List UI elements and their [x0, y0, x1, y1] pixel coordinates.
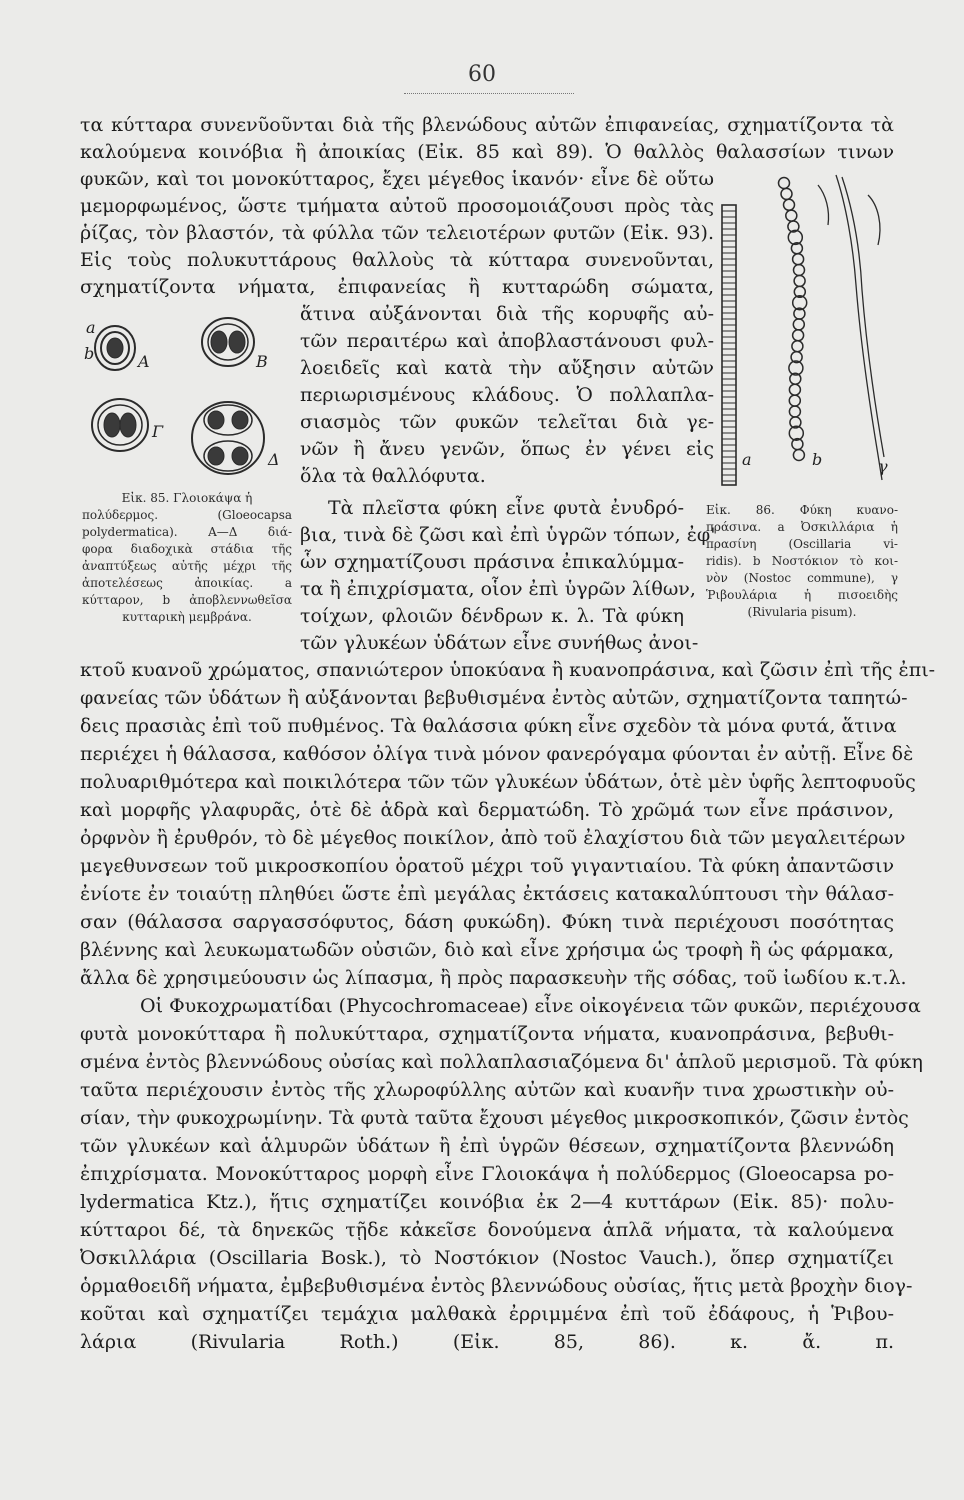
text-line: φυκῶν, καὶ τοι μονοκύτταρος, ἔχει μέγεθος ἱκανόν· εἶνε δὲ οὕτω [80, 168, 714, 190]
text-line: τῶν γλυκέων ὑδάτων εἶνε συνήθως ἀνοι- [300, 632, 699, 654]
text-line: λοειδεῖς καὶ κατὰ τὴν αὔξησιν αὐτῶν [300, 357, 714, 379]
text-line: ταῦτα περιέχουσιν ἐντὸς τῆς χλωροφύλλης αὐτῶν καὶ κυανῆν τινα χρωστικὴν οὐ- [80, 1079, 894, 1101]
nostoc-cell [779, 178, 790, 189]
text-line: κύτταροι δέ, τὰ δηνεκῶς τῇδε κἀκεῖσε δονούμενα ἁπλᾶ νήματα, τὰ καλούμενα [80, 1219, 894, 1241]
text-line: τοίχων, φλοιῶν δένδρων κ. λ. Τὰ φύκη [300, 605, 684, 627]
fig86-label-g: γ [878, 457, 888, 476]
text-line: κοῦται καὶ σχηματίζει τεμάχια μαλθακὰ ἐρριμμένα ἐπὶ τοῦ ἐδάφους, ἡ Ῥιβου- [80, 1303, 894, 1325]
fig85-label-b: b [84, 344, 95, 363]
text-line: σίαν, τὴν φυκοχρωμίνην. Τὰ φυτὰ ταῦτα ἔχουσι μέγεθος μικροσκοπικόν, ζῶσιν ἐντὸς [80, 1107, 909, 1129]
fig85-label-D: Δ [268, 450, 280, 469]
nostoc-cell [794, 265, 805, 276]
nostoc-cell [786, 210, 797, 221]
caption-line: ἀποτελέσεως ἀποικίας. a [82, 576, 292, 590]
caption-line: (Rivularia pisum). [747, 605, 857, 619]
rivularia-thallus [818, 175, 884, 480]
nostoc-cell [793, 254, 804, 265]
nostoc-cell [781, 188, 792, 199]
text-line: φανείας τῶν ὑδάτων ἢ αὐξάνονται βεβυθισμένα ἐντὸς αὐτῶν, σχηματίζοντα ταπητώ- [80, 687, 908, 709]
text-line: τα κύτταρα συνενῦοῦνται διὰ τῆς βλενώδους αὐτῶν ἐπιφανείας, σχηματίζοντα τὰ [80, 114, 894, 136]
text-line: δεις πρασιὰς ἐπὶ τοῦ πυθμένος. Τὰ θαλάσσια φύκη εἶνε σχεδὸν τὰ μόνα φυτά, ἅτινα [80, 715, 897, 737]
text-line: ἐπιχρίσματα. Μονοκύτταρος μορφὴ εἶνε Γλοιοκάψα ἡ πολύδερμος (Gloeocapsa po- [80, 1163, 894, 1185]
fig85-label-G: Γ [152, 422, 164, 441]
text-line: βια, τινὰ δὲ ζῶσι καὶ ἐπὶ ὑγρῶν τόπων, ἐφ' [300, 524, 716, 546]
text-line: περιέχει ἡ θάλασσα, καθόσον ὀλίγα τινὰ μόνον φανερόγαμα φύονται ἐν αὐτῇ. Εἶνε δὲ [80, 743, 914, 765]
cell-stage-d [192, 402, 264, 474]
cell-stage-b [202, 318, 254, 366]
page-number-rule [404, 93, 574, 94]
text-line: σαν (θάλασσα σαργασσόφυτος, δάση φυκώδη). Φύκη τινὰ περιέχουσι ποσότητας [80, 911, 894, 933]
caption-line: κυτταρικὴ μεμβράνα. [122, 610, 252, 624]
text-line: Οἱ Φυκοχρωματίδαι (Phycochromaceae) εἶνε οἰκογένεια τῶν φυκῶν, περιέχουσα [140, 995, 921, 1017]
text-line: μεγεθυνσεων τοῦ μικροσκοπίου ὁρατοῦ μέχρι τοῦ γιγαντιαίου. Τὰ φύκη ἀπαντῶσιν [80, 855, 894, 877]
text-line: ῥίζας, τὸν βλαστόν, τὰ φύλλα τῶν τελειοτέρων φυτῶν (Εἰκ. 93). [80, 222, 714, 244]
figure-86-drawing [718, 165, 898, 495]
caption-line: Εἰκ. 86. Φύκη κυανο- [706, 503, 898, 517]
text-line: τῶν γλυκέων καὶ ἁλμυρῶν ὑδάτων ἢ ἐπὶ ὑγρῶν θέσεων, σχηματίζοντα βλεννώδη [80, 1135, 894, 1157]
text-line: ἐνίοτε ἐν τοιαύτῃ πληθύει ὥστε ἐπὶ μεγάλας ἐκτάσεις κατακαλύπτουσι τὴν θάλασ- [80, 883, 894, 905]
nostoc-cell [789, 384, 800, 395]
text-line: κτοῦ κυανοῦ χρώματος, σπανιώτερον ὑποκύανα ἢ κυανοπράσινα, καὶ ζῶσιν ἐπὶ τῆς ἐπι- [80, 659, 936, 681]
caption-line: polydermatica). A—Δ διά- [82, 525, 292, 539]
text-line: λάρια (Rivularia Roth.) (Εἰκ. 85, 86). κ. ἄ. π. [80, 1331, 894, 1353]
nostoc-cell [784, 199, 795, 210]
nostoc-cell [789, 395, 800, 406]
text-line: ἅτινα αὐξάνονται διὰ τῆς κορυφῆς αὐ- [300, 303, 714, 325]
text-line: ὁρμαθοειδῆ νήματα, ἐμβεβυθισμένα ἐντὸς βλεννώδους οὐσίας, ἥτις μετὰ βροχὴν διογ- [80, 1275, 913, 1297]
text-line: ἄλλα δὲ χρησιμεύουσιν ὡς λίπασμα, ἢ πρὸς παρασκευὴν τῆς σόδας, τοῦ ἰωδίου κ.τ.λ. [80, 967, 907, 989]
text-line: μεμορφωμένος, ὥστε τμήματα αὐτοῦ προσομοιάζουσι πρὸς τὰς [80, 195, 714, 217]
text-line: περιωρισμένους κλάδους. Ὁ πολλαπλα- [300, 384, 714, 406]
text-line: πολυαριθμότερα καὶ ποικιλότερα τῶν τῶν γλυκέων ὑδάτων, ὁτὲ μὲν ὑφῆς λεπτοφυοῦς [80, 771, 916, 793]
text-line: lydermatica Ktz.), ἥτις σχηματίζει κοινόβια ἐκ 2—4 κυττάρων (Εἰκ. 85)· πολυ- [80, 1191, 894, 1213]
fig86-label-b: b [812, 450, 823, 469]
text-line: Εἰς τοὺς πολυκυττάρους θαλλοὺς τὰ κύτταρα συνενοῦνται, [80, 249, 714, 271]
figure-85-drawing [80, 300, 295, 480]
nostoc-cell [793, 330, 804, 341]
text-line: σχηματίζοντα νήματα, ἐπιφανείας ἢ κυτταρώδη σώματα, [80, 276, 714, 298]
page-number: 60 [468, 62, 496, 87]
text-line: τα ἢ ἐπιχρίσματα, οἷον ἐπὶ ὑγρῶν λίθων, [300, 578, 696, 600]
caption-line: πράσινα. a Ὀσκιλλάρια ἡ [706, 520, 898, 534]
caption-line: ἀναπτύξεως αὐτῆς μέχρι τῆς [82, 559, 292, 573]
text-line: βλέννης καὶ λευκωματωδῶν οὐσιῶν, διὸ καὶ εἶνε χρήσιμα ὡς τροφὴ ἢ ὡς φάρμακα, [80, 939, 894, 961]
nostoc-cell [792, 341, 803, 352]
nostoc-cell [794, 275, 805, 286]
fig86-label-a: a [742, 450, 752, 469]
text-line: Ὀσκιλλάρια (Oscillaria Bosk.), τὸ Νοστόκιον (Nostoc Vauch.), ὅπερ σχηματίζει [80, 1247, 894, 1269]
text-line: καλούμενα κοινόβια ἢ ἀποικίας (Εἰκ. 85 καὶ 89). Ὁ θαλλὸς θαλασσίων τινων [80, 141, 894, 163]
oscillaria-filament [722, 205, 736, 485]
caption-line: Εἰκ. 85. Γλοιοκάψα ἡ [121, 491, 253, 505]
caption-line: πολύδερμος. (Gloeocapsa [82, 508, 292, 522]
caption-line: νὸν (Nostoc commune), γ [706, 571, 898, 585]
text-line: ὧν σχηματίζουσι πράσινα ἐπικαλύμμα- [300, 551, 684, 573]
text-line: Τὰ πλεῖστα φύκη εἶνε φυτὰ ἐνυδρό- [328, 497, 684, 519]
figure-86-blue-green-algae [718, 165, 898, 495]
nostoc-cell [793, 450, 804, 461]
fig85-label-B: B [256, 352, 268, 371]
text-line: καὶ μορφῆς γλαφυρᾶς, ὁτὲ δὲ ἁδρὰ καὶ δερματώδη. Τὸ χρῶμά των εἶνε πράσινον, [80, 799, 894, 821]
nostoc-chain [779, 178, 807, 461]
caption-line: Ῥιβουλάρια ἡ πισοειδὴς [706, 588, 898, 602]
fig85-label-a: a [86, 318, 96, 337]
text-line: σιασμὸς τῶν φυκῶν τελεῖται διὰ γε- [300, 411, 714, 433]
caption-figure-85 [82, 490, 292, 626]
caption-line: φορα διαδοχικὰ στάδια τῆς [82, 542, 292, 556]
text-line: ὅλα τὰ θαλλόφυτα. [300, 465, 486, 487]
caption-figure-86 [706, 502, 898, 621]
cell-stage-a [95, 326, 135, 370]
cell-stage-g [92, 399, 148, 451]
figure-85-gloeocapsa [80, 300, 295, 480]
caption-line: κύτταρον, b ἀποβλεννωθεῖσα [82, 593, 292, 607]
text-line: φυτὰ μονοκύτταρα ἢ πολυκύτταρα, σχηματίζοντα νήματα, κυανοπράσινα, βεβυθι- [80, 1023, 894, 1045]
nostoc-cell [793, 319, 804, 330]
text-line: τῶν περαιτέρω καὶ ἀποβλαστάνουσι φυλ- [300, 330, 714, 352]
caption-line: ridis). b Νοστόκιον τὸ κοι- [706, 554, 898, 568]
fig85-label-A: A [138, 352, 150, 371]
nostoc-cell [789, 406, 800, 417]
text-line: νῶν ἢ ἄνευ γενῶν, ὅπως ἐν γένει εἰς [300, 438, 714, 460]
text-line: ὀρφνὸν ἢ ἐρυθρόν, τὸ δὲ μέγεθος ποικίλον, ἀπὸ τοῦ ἐλαχίστου διὰ τῶν μεγαλειτέρων [80, 827, 906, 849]
caption-line: πρασίνη (Oscillaria vi- [706, 537, 898, 551]
text-line: σμένα ἐντὸς βλεννώδους οὐσίας καὶ πολλαπλασιαζόμενα δι' ἁπλοῦ μερισμοῦ. Τὰ φύκη [80, 1051, 923, 1073]
